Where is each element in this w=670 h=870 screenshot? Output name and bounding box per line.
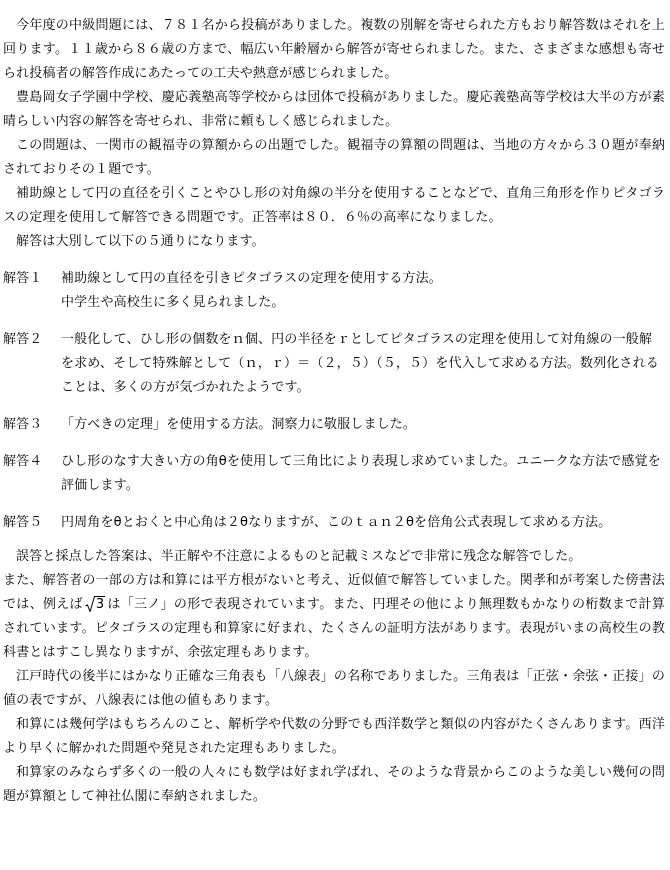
- closing-paragraph-1: 誤答と採点した答案は、半正解や不注意によるものと記載ミスなどで非常に残念な解答でした。: [16, 549, 582, 564]
- closing-text-after-sqrt: は「三ノ」の形で表現されています。また、円理その他により無理数もかなりの桁数まで計算されています。ピタゴラスの定理も和算家に好まれ、たくさんの証明方法があります。表現がいまの高校生の教科書とはすこし異なりますが、余弦定理もあります。: [3, 597, 665, 660]
- intro-paragraph-1: 今年度の中級問題には、７８１名から投稿がありました。複数の別解を寄せられた方もおり解答数はそれを上回ります。１１歳から８６歳の方まで、幅広い年齢層から解答が寄せられました。また、さまざまな感想も寄せられ投稿者の解答作成にあたっての工夫や熱意が感じられました。: [3, 18, 665, 81]
- answer-line: 補助線として円の直径を引きピタゴラスの定理を使用する方法。: [61, 271, 442, 286]
- radical-sign-icon: [85, 596, 95, 612]
- closing-paragraph-3: 江戸時代の後半にはかなり正確な三角表も「八線表」の名称でありました。三角表は「正弦・余弦・正接」の値の表ですが、八線表には他の値もあります。: [3, 669, 665, 708]
- answer-label: 解答１: [3, 271, 43, 286]
- closing-paragraph-4: 和算には幾何学はもちろんのこと、解析学や代数の分野でも西洋数学と類似の内容がたくさんあります。西洋より早くに解かれた問題や発見された定理もありました。: [3, 717, 665, 756]
- intro-paragraph-3: この問題は、一関市の観福寺の算額からの出題でした。観福寺の算額の問題は、当地の方々から３０題が奉納されておりその１題です。: [3, 138, 665, 177]
- answer-label: 解答２: [3, 332, 43, 347]
- intro-paragraph-5: 解答は大別して以下の５通りになります。: [16, 234, 265, 249]
- answer-line: 一般化して、ひし形の個数をｎ個、円の半径をｒとしてピタゴラスの定理を使用して対角線の一般解を求め、そして特殊解として（ｎ，ｒ）＝（２，５）（５，５）を代入して求める方法。数列化されることは、多くの方が気づかれたようです。: [61, 332, 659, 395]
- closing-paragraph-5: 和算家のみならず多くの一般の人々にも数学は好まれ学ばれ、そのような背景からこのような美しい幾何の問題が算額として神社仏閣に奉納されました。: [3, 765, 665, 804]
- answer-text: [61, 450, 665, 498]
- answer-label: 解答３: [3, 417, 43, 432]
- document-page: [3, 14, 665, 809]
- answer-item-3: [3, 413, 665, 437]
- intro-paragraph-2: 豊島岡女子学園中学校、慶応義塾高等学校からは団体で投稿がありました。慶応義塾高等学校は大半の方が素晴らしい内容の解答を寄せられ、非常に頼もしく感じられました。: [3, 90, 665, 129]
- answer-line: 円周角をθとおくと中心角は２θなりますが、このｔａｎ２θを倍角公式表現して求める方法。: [61, 515, 612, 530]
- answer-item-5: [3, 511, 665, 535]
- closing-paragraph-2: [3, 569, 665, 665]
- answer-text: [61, 267, 665, 315]
- answer-item-2: [3, 328, 665, 400]
- answer-item-1: [3, 267, 665, 315]
- answer-text: [61, 511, 665, 535]
- answer-label: 解答４: [3, 454, 43, 469]
- answer-text: [61, 328, 665, 400]
- answer-text: [61, 413, 665, 437]
- answer-item-4: [3, 450, 665, 498]
- sqrt-expression: [85, 593, 105, 617]
- closing-text-before-sqrt: また、解答者の一部の方は和算には平方根がないと考え、近似値で解答していました。関孝和が考案した傍書法では、例えば: [3, 573, 665, 612]
- answer-list: [3, 267, 665, 535]
- answer-line-continued: 中学生や高校生に多く見られました。: [61, 295, 285, 310]
- sqrt-radicand: 3: [95, 597, 105, 612]
- answer-label: 解答５: [3, 515, 43, 530]
- answer-line: ひし形のなす大きい方の角θを使用して三角比により表現し求めていました。ユニークな方法で感覚を評価します。: [61, 454, 661, 493]
- answer-line: 「方べきの定理」を使用する方法。洞察力に敬服しました。: [61, 417, 417, 432]
- intro-paragraph-4: 補助線として円の直径を引くことやひし形の対角線の半分を使用することなどで、直角三角形を作りピタゴラスの定理を使用して解答できる問題です。正答率は８０．６％の高率になりました。: [3, 186, 665, 225]
